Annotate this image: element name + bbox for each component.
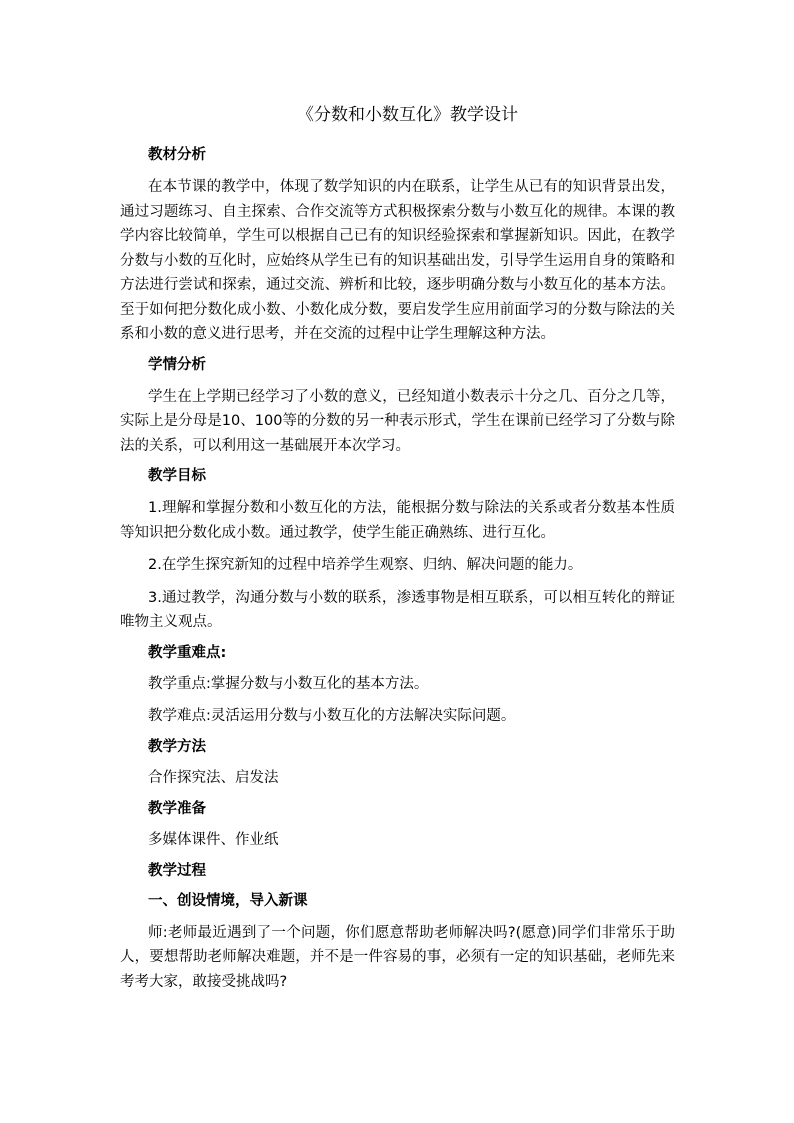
goal-item-1: 1.理解和掌握分数和小数互化的方法，能根据分数与除法的关系或者分数基本性质等知识把分数化成小数。通过教学，使学生能正确熟练、进行互化。 — [120, 500, 675, 541]
heading-teaching-methods: 教学方法 — [148, 738, 206, 755]
paragraph-material-analysis: 在本节课的教学中，体现了数学知识的内在联系，让学生从已有的知识背景出发，通过习题练习、自主探索、合作交流等方式积极探索分数与小数互化的规律。本课的教学内容比较简单，学生可以根据自己已有的知识经验探索和掌握新知识。因此，在教学分数与小数的互化时，应始终从学生已有的知识基础出发，引导学生运用自身的策略和方法进行尝试和探索，通过交流、辨析和比较，逐步明确分数与小数互化的基本方法。至于如何把分数化成小数、小数化成分数，要启发学生应用前面学习的分数与除法的关系和小数的意义进行思考，并在交流的过程中让学生理解这种方法。 — [120, 179, 675, 342]
heading-student-analysis: 学情分析 — [148, 356, 206, 373]
document-page — [120, 103, 675, 1002]
goal-item-3: 3.通过教学，沟通分数与小数的联系，渗透事物是相互联系，可以相互转化的辩证唯物主义观点。 — [120, 589, 675, 630]
key-point-focus: 教学重点:掌握分数与小数互化的基本方法。 — [148, 675, 429, 692]
document-title: 《分数和小数互化》教学设计 — [297, 105, 518, 125]
heading-key-points: 教学重难点: — [148, 644, 227, 661]
key-point-difficulty: 教学难点:灵活运用分数与小数互化的方法解决实际问题。 — [148, 707, 516, 724]
goal-item-2: 2.在学生探究新知的过程中培养学生观察、归纳、解决问题的能力。 — [148, 557, 583, 573]
teaching-preparation-text: 多媒体课件、作业纸 — [148, 831, 279, 848]
heading-step-1: 一、创设情境，导入新课 — [148, 892, 308, 909]
heading-teaching-goals: 教学目标 — [148, 468, 206, 484]
paragraph-step-1: 师:老师最近遇到了一个问题，你们愿意帮助老师解决吗?(愿意)同学们非常乐于助人，要想帮助老师解决难题，并不是一件容易的事，必须有一定的知识基础，老师先来考考大家，敢接受挑战吗? — [120, 924, 675, 990]
paragraph-student-analysis: 学生在上学期已经学习了小数的意义，已经知道小数表示十分之几、百分之几等，实际上是分母是10、100等的分数的另一种表示形式，学生在课前已经学习了分数与除法的关系，可以利用这一基础展开本次学习。 — [120, 388, 675, 454]
heading-material-analysis: 教材分析 — [148, 147, 206, 163]
heading-teaching-process: 教学过程 — [148, 862, 206, 879]
teaching-methods-text: 合作探究法、启发法 — [148, 769, 279, 786]
heading-teaching-preparation: 教学准备 — [148, 800, 206, 817]
